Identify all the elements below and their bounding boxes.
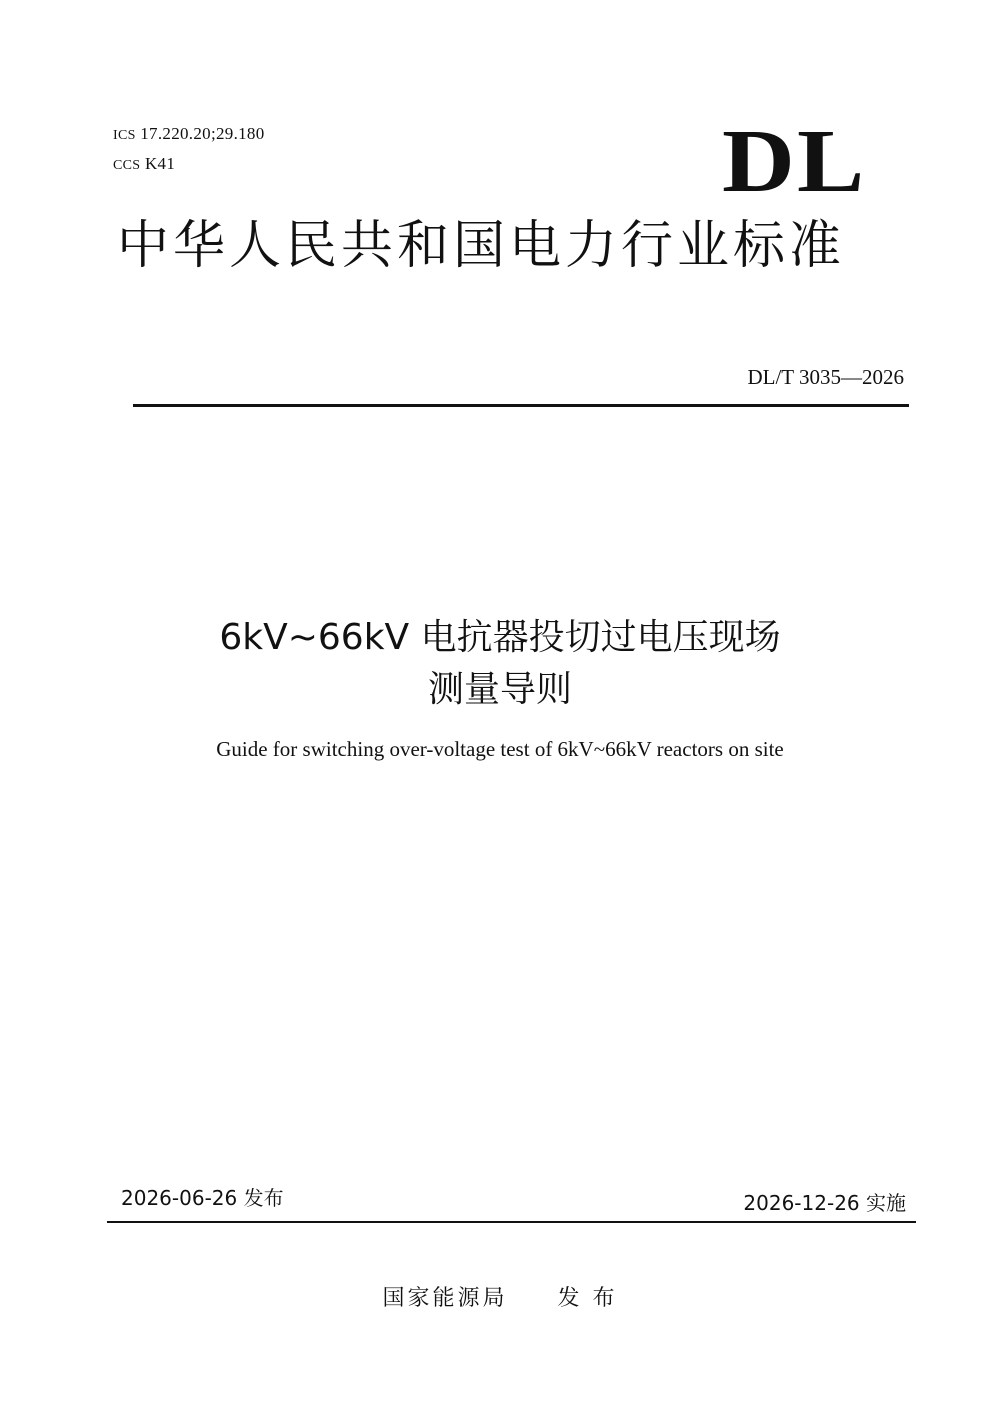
issue-date: 2026-06-26 发布 (121, 1186, 284, 1210)
standard-number: DL/T 3035—2026 (747, 365, 904, 389)
top-divider (133, 404, 909, 407)
document-title-en: Guide for switching over-voltage test of 6kV~66kV reactors on site (216, 737, 784, 761)
ics-prefix: ICS (113, 128, 136, 143)
bottom-divider (107, 1221, 916, 1223)
ics-value: 17.220.20;29.180 (140, 124, 265, 143)
document-title-cn (100, 612, 900, 716)
title-cn-line-2: 测量导则 (427, 669, 572, 710)
dl-logo: DL (722, 112, 867, 211)
ccs-value: K41 (144, 154, 176, 173)
publisher: 国家能源局 发 布 (382, 1286, 618, 1311)
ccs-code (113, 154, 175, 176)
org-title: 中华人民共和国电力行业标准 (117, 216, 846, 276)
implementation-date: 2026-12-26 实施 (743, 1191, 906, 1215)
ccs-prefix: CCS (113, 158, 141, 173)
title-cn-line-1: 6kV~66kV 电抗器投切过电压现场 (219, 617, 781, 658)
ics-code (113, 124, 265, 146)
